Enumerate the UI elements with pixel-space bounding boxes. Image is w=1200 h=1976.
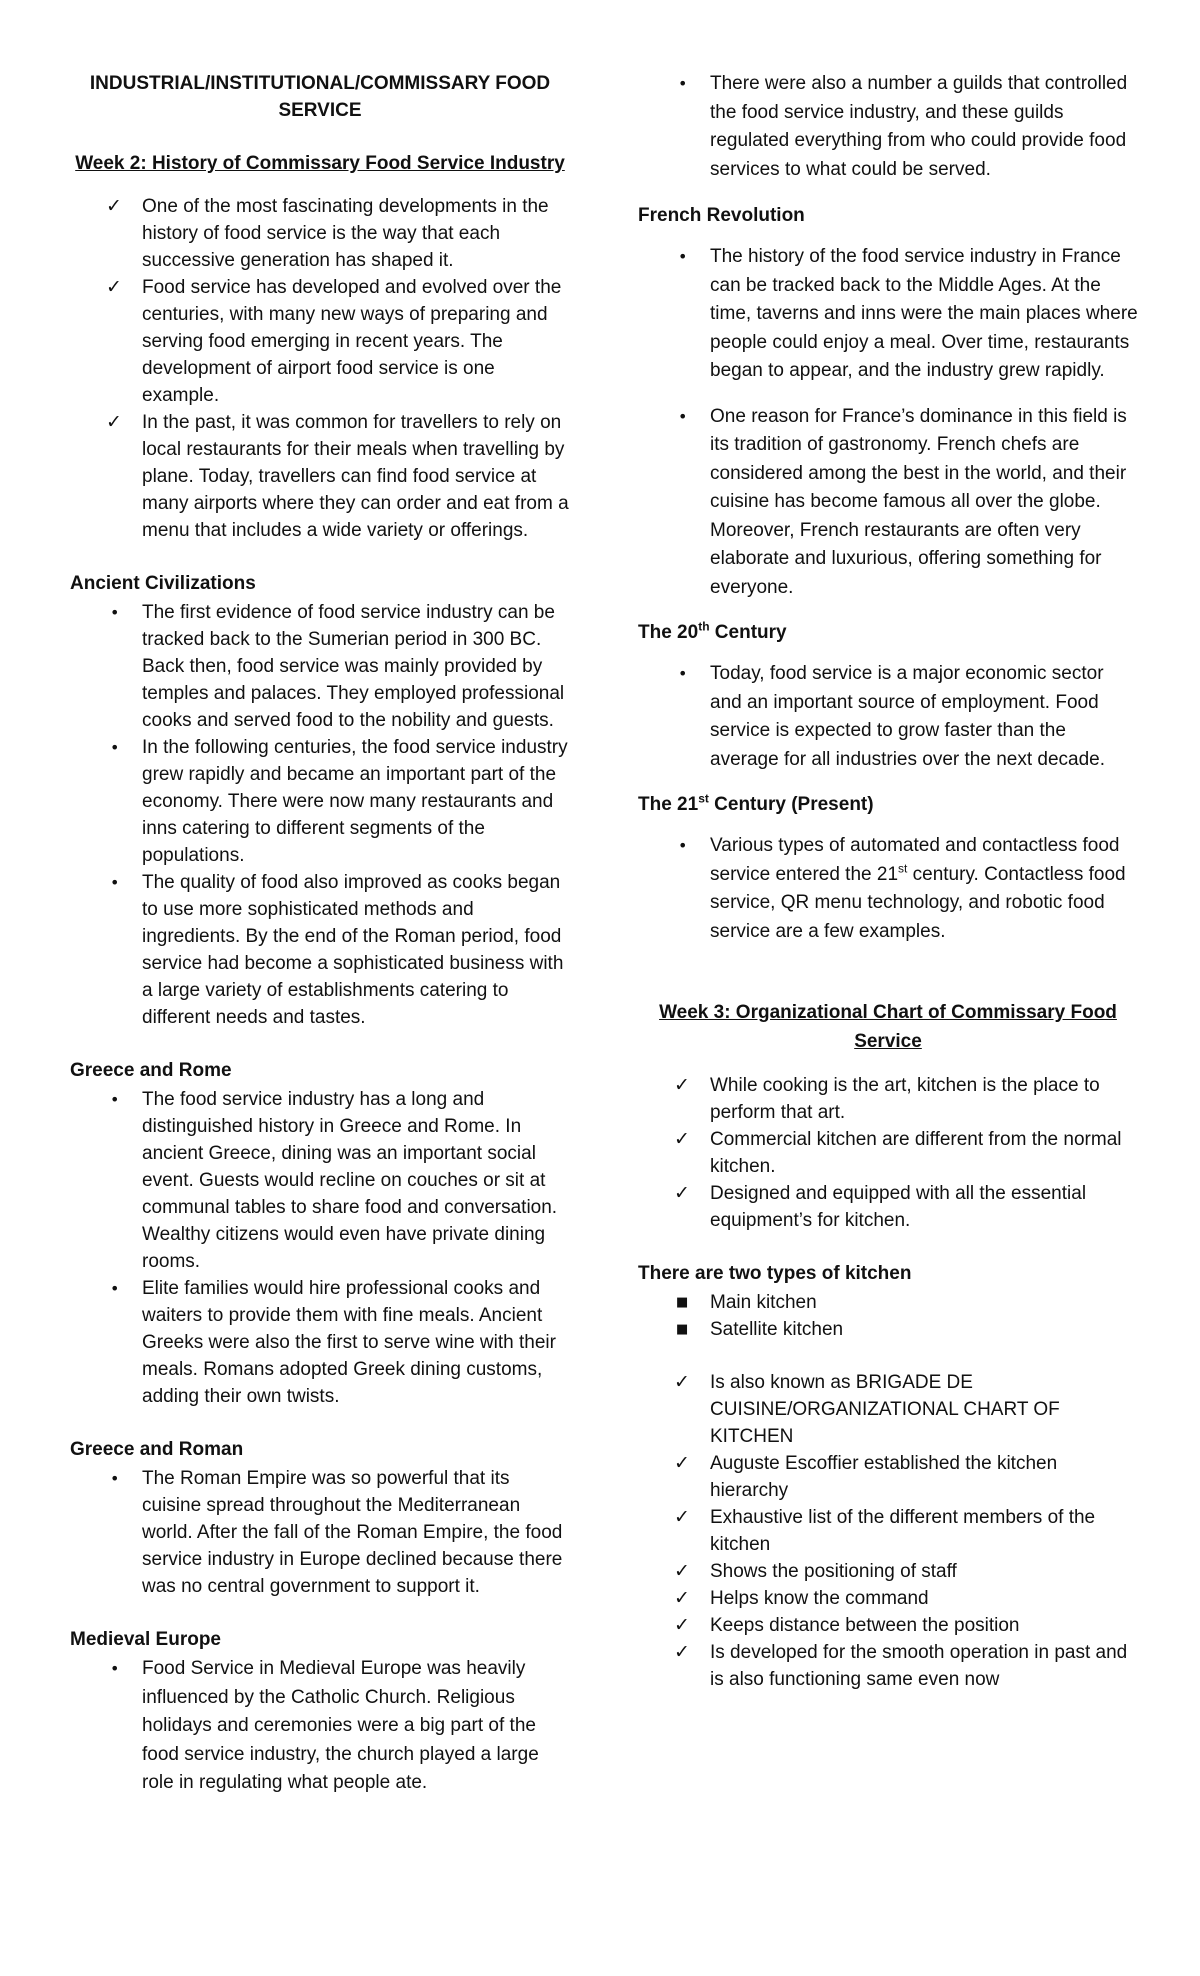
list-item: • Today, food service is a major economic sector and an important source of employment. Food service is expected to grow faster than the average for all industries over the next decade. — [638, 660, 1138, 774]
week3-intro-list — [638, 1072, 1138, 1234]
bullet-icon: • — [110, 873, 120, 892]
list-item: ✓ Is also known as BRIGADE DE CUISINE/ORGANIZATIONAL CHART OF KITCHEN — [674, 1371, 1060, 1447]
section-heading-medieval: Medieval Europe — [70, 1629, 221, 1650]
list-item: • The food service industry has a long and distinguished history in Greece and Rome. In ancient Greece, dining was an important social event. Guests would recline on couches or sit at communal tables to share food and conversation. Wealthy citizens would even have private dining rooms. — [70, 1086, 570, 1275]
list-item: • In the following centuries, the food service industry grew rapidly and became an important part of the economy. There were now many restaurants and inns catering to different segments of the populations. — [70, 734, 570, 869]
list-item: ✓ Keeps distance between the position — [638, 1612, 1138, 1639]
list-item: ✓ Exhaustive list of the different members of the kitchen — [674, 1506, 1096, 1555]
section-heading-21st-century: The 21st Century (Present) — [638, 791, 874, 815]
week2-intro-list — [70, 193, 570, 544]
bullet-icon: • — [110, 738, 120, 757]
list-item: • The quality of food also improved as cooks began to use more sophisticated methods and ingredients. By the end of the Roman period, food service had become a sophisticated business with a large variety of establishments catering to different needs and tastes. — [70, 869, 570, 1031]
section-heading-kitchen-types: There are two types of kitchen — [638, 1263, 912, 1284]
section-heading-greece-rome: Greece and Rome — [70, 1060, 232, 1081]
list-item: • There were also a number a guilds that controlled the food service industry, and these guilds regulated everything from who could provide food services to what could be served. — [638, 70, 1138, 184]
greece-roman-list — [70, 1465, 570, 1600]
bullet-icon: • — [110, 603, 120, 622]
square-bullet-icon: ■ — [676, 1295, 689, 1310]
list-item: ■ Main kitchen — [638, 1289, 1138, 1316]
list-item: ✓ Commercial kitchen are different from the normal kitchen. — [674, 1128, 1122, 1177]
checkmark-icon: ✓ — [106, 195, 122, 217]
week3-heading: Week 3: Organizational Chart of Commissary Food Service — [659, 1002, 1117, 1052]
left-column — [70, 70, 570, 1798]
bullet-icon: • — [678, 74, 688, 93]
bullet-icon: • — [678, 406, 688, 426]
checkmark-icon: ✓ — [674, 1587, 690, 1609]
checkmark-icon: ✓ — [674, 1614, 690, 1636]
list-item: • One reason for France’s dominance in this field is its tradition of gastronomy. French chefs are considered among the best in the world, and their cuisine has become famous all over the globe. Moreover, French restaurants are often very elaborate and luxurious, offering something for everyone. — [638, 403, 1138, 603]
section-heading-20th-century: The 20th Century — [638, 619, 787, 643]
bullet-icon: • — [110, 1279, 120, 1298]
list-item: ✓ Is developed for the smooth operation in past and is also functioning same even now — [674, 1641, 1128, 1690]
list-item: ✓ Helps know the command — [638, 1585, 1138, 1612]
bullet-icon: • — [110, 1659, 120, 1678]
list-item: • The first evidence of food service industry can be tracked back to the Sumerian period in 300 BC. Back then, food service was mainly provided by temples and palaces. They employed professional cooks and served food to the nobility and guests. — [70, 599, 570, 734]
bullet-icon: • — [110, 1469, 120, 1488]
checkmark-icon: ✓ — [106, 411, 122, 433]
ancient-list — [70, 599, 570, 1031]
list-item: ✓ Auguste Escoffier established the kitchen hierarchy — [674, 1452, 1058, 1501]
checkmark-icon: ✓ — [674, 1128, 690, 1150]
checkmark-icon: ✓ — [674, 1560, 690, 1582]
bullet-icon: • — [678, 664, 688, 683]
section-heading-french: French Revolution — [638, 205, 805, 226]
checkmark-icon: ✓ — [674, 1371, 690, 1393]
checkmark-icon: ✓ — [674, 1506, 690, 1528]
list-item: • Various types of automated and contactless food service entered the 21st century. Contactless food service, QR menu technology, and robotic food service are a few examples. — [638, 832, 1138, 946]
medieval-list — [70, 1655, 570, 1798]
document-title: INDUSTRIAL/INSTITUTIONAL/COMMISSARY FOOD SERVICE — [89, 73, 551, 121]
french-list — [638, 243, 1138, 602]
checkmark-icon: ✓ — [674, 1452, 690, 1474]
kitchen-types-list — [638, 1289, 1138, 1343]
list-item: ■ Satellite kitchen — [638, 1316, 1138, 1343]
bullet-icon: • — [110, 1090, 120, 1109]
list-item: ✓ Shows the positioning of staff — [638, 1558, 1138, 1585]
list-item: ✓ One of the most fascinating developments in the history of food service is the way that each successive generation has shaped it. — [106, 195, 549, 271]
list-item: ✓ Designed and equipped with all the essential equipment’s for kitchen. — [674, 1182, 1087, 1231]
medieval-list-continued — [638, 70, 1138, 184]
21st-century-list — [638, 832, 1138, 946]
section-heading-ancient: Ancient Civilizations — [70, 573, 256, 594]
list-item: ✓ Food service has developed and evolved over the centuries, with many new ways of preparing and serving food emerging in recent years. The development of airport food service is one example. — [106, 276, 562, 406]
week2-heading: Week 2: History of Commissary Food Service Industry — [75, 153, 565, 174]
bullet-icon: • — [678, 836, 688, 855]
list-item: • The history of the food service industry in France can be tracked back to the Middle Ages. At the time, taverns and inns were the main places where people could enjoy a meal. Over time, restaurants began to appear, and the industry grew rapidly. — [638, 243, 1138, 386]
section-heading-greece-roman: Greece and Roman — [70, 1439, 244, 1460]
bullet-icon: • — [678, 247, 688, 266]
brigade-list — [638, 1369, 1138, 1693]
list-item: • Elite families would hire professional cooks and waiters to provide them with fine meals. Ancient Greeks were also the first to serve wine with their meals. Romans adopted Greek dining customs, adding their own twists. — [70, 1275, 570, 1410]
list-item: ✓ In the past, it was common for travellers to rely on local restaurants for their meals when travelling by plane. Today, travellers can find food service at many airports where they can order and eat from a menu that includes a wide variety or offerings. — [106, 411, 569, 541]
checkmark-icon: ✓ — [106, 276, 122, 298]
list-item: • The Roman Empire was so powerful that its cuisine spread throughout the Mediterranean world. After the fall of the Roman Empire, the food service industry in Europe declined because there was no central government to support it. — [70, 1465, 570, 1600]
square-bullet-icon: ■ — [676, 1322, 689, 1337]
checkmark-icon: ✓ — [674, 1074, 690, 1096]
checkmark-icon: ✓ — [674, 1182, 690, 1204]
checkmark-icon: ✓ — [674, 1641, 690, 1663]
list-item: • Food Service in Medieval Europe was heavily influenced by the Catholic Church. Religious holidays and ceremonies were a big part of the food service industry, the church played a large role in regulating what people ate. — [70, 1655, 570, 1798]
right-column — [638, 70, 1138, 1693]
list-item: ✓ While cooking is the art, kitchen is the place to perform that art. — [674, 1074, 1100, 1123]
greece-rome-list — [70, 1086, 570, 1410]
20th-century-list — [638, 660, 1138, 774]
